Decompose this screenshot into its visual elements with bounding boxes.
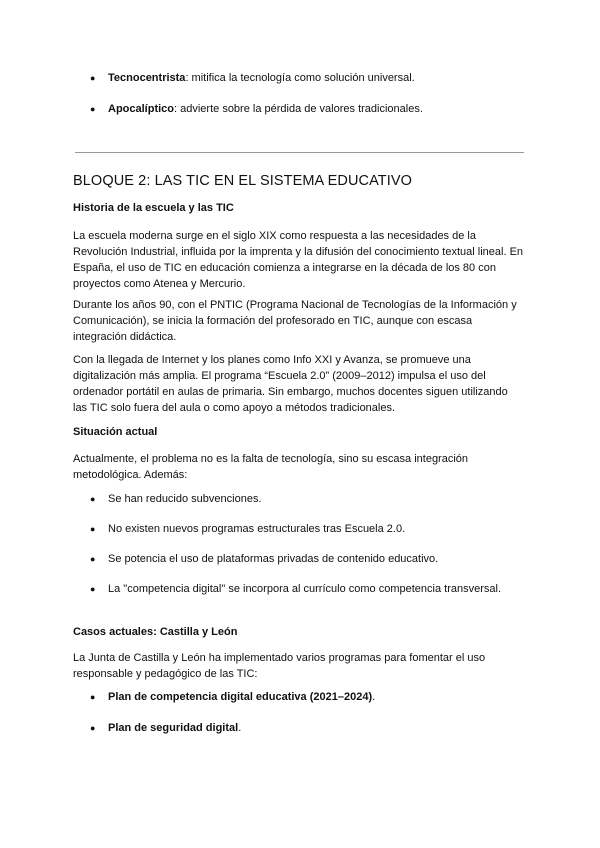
bullet-icon: ● — [90, 73, 96, 83]
bullet-icon: ● — [90, 494, 96, 504]
paragraph: La escuela moderna surge en el siglo XIX como respuesta a las necesidades de la Revolución Industrial, influida por la imprenta y la difusión del conocimiento textual lineal. En España, el uso de TIC en educación comienza a integrarse en la década de los 80 con proyectos como Atenea y Mercurio. — [73, 230, 524, 290]
subsection-heading: Historia de la escuela y las TIC — [73, 202, 234, 214]
paragraph: Durante los años 90, con el PNTIC (Programa Nacional de Tecnologías de la Información y Comunicación), se inicia la formación del profesorado en TIC, aunque con escasa integración didáctica. — [73, 299, 517, 343]
horizontal-divider — [75, 152, 524, 153]
section-title: BLOQUE 2: LAS TIC EN EL SISTEMA EDUCATIVO — [73, 173, 413, 189]
paragraph: La Junta de Castilla y León ha implementado varios programas para fomentar el uso responsable y pedagógico de las TIC: — [73, 652, 486, 680]
bullet-icon: ● — [90, 554, 96, 564]
bullet-icon: ● — [90, 723, 96, 733]
bullet-icon: ● — [90, 692, 96, 702]
subsection-heading: Casos actuales: Castilla y León — [73, 626, 238, 638]
subsection-heading: Situación actual — [73, 426, 158, 438]
term: Tecnocentrista — [108, 72, 186, 84]
term: Apocalíptico — [108, 103, 175, 115]
document-page: ● Tecnocentrista: mitifica la tecnología como solución universal. ● Apocalíptico: advierte sobre la pérdida de valores tradicionales. BLOQUE 2: LAS TIC EN EL SISTEMA EDUCATIVO Historia de la escuela y las TIC La escuela moderna surge en el siglo XIX como respuesta a las necesidades de la Revolución Industrial, influida por la imprenta y la difusión del conocimiento textual lineal. En España, el uso de TIC en educación comienza a integrarse en la década de los 80 con proyectos como Atenea y Mercurio. Durante los años 90, con el PNTIC (Programa Nacional de Tecnologías de la Información y Comunicación), se inicia la formación del profesorado en TIC, aunque con escasa integración didáctica. Con la llegada de Internet y los planes como Info XXI y Avanza, se promueve una digitalización más amplia. El programa “Escuela 2.0” (2009–2012) impulsa el uso del ordenador portátil en aulas de primaria. Sin embargo, muchos docentes siguen utilizando las TIC solo fuera del aula o como apoyo a métodos tradicionales. Situación actual Actualmente, el problema no es la falta de tecnología, sino su escasa integración metodológica. Además: ● Se han reducido subvenciones. ● No existen nuevos programas estructurales tras Escuela 2.0. ● Se potencia el uso de plataformas privadas de contenido educativo. ● La "competencia digital" se incorpora al currículo como competencia transversal. Casos actuales: Castilla y León La Junta de Castilla y León ha implementado varios programas para fomentar el uso responsable y pedagógico de las TIC: ● Plan de competencia digital educativa (2021–2024). ● Plan de seguridad digital. — [0, 0, 600, 848]
paragraph: Con la llegada de Internet y los planes como Info XXI y Avanza, se promueve una digitalización más amplia. El programa “Escuela 2.0” (2009–2012) impulsa el uso del ordenador portátil en aulas de primaria. Sin embargo, muchos docentes siguen utilizando las TIC solo fuera del aula o como apoyo a métodos tradicionales. — [73, 354, 508, 414]
bullet-icon: ● — [90, 584, 96, 594]
bullet-icon: ● — [90, 104, 96, 114]
paragraph: Actualmente, el problema no es la falta de tecnología, sino su escasa integración metodológica. Además: — [73, 453, 469, 481]
bullet-icon: ● — [90, 524, 96, 534]
